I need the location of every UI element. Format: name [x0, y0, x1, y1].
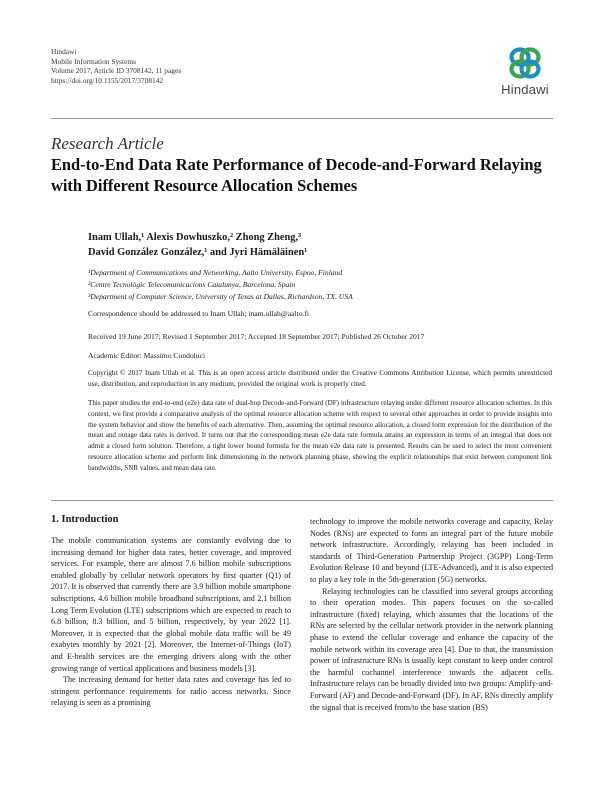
paper-title: End-to-End Data Rate Performance of Decode-and-Forward Relaying with Different Resource Allocation Schemes [51, 155, 542, 195]
journal-meta [51, 47, 181, 85]
body-column-left [51, 514, 291, 709]
affiliation: ¹Department of Communications and Networking, Aalto University, Espoo, Finland [88, 268, 343, 277]
paragraph: Relaying technologies can be classified into several groups according to their operation modes. This papers focuses on the so-called infrastructure (fixed) relaying, which assumes that the locations of the RNs are selected by the cellular network provider in the network planning phase to extend the cellular coverage and enhance the capacity of the mobile network within its coverage area [4]. Due to that, the transmission power of infrastructure RNs is usually kept constant to keep under control the harmful cochannel interference towards the adjacent cells. Infrastructure relays can be broadly divided into two groups: Amplify-and-Forward (AF) and Decode-and-Forward (DF). In AF, RNs directly amplify the signal that is received from/to the base station (BS) [310, 586, 553, 712]
author-list [88, 230, 548, 260]
publication-dates: Received 19 June 2017; Revised 1 September 2017; Accepted 18 September 2017; Published 26 October 2017 [88, 332, 425, 341]
affiliations [88, 267, 353, 303]
section-heading: 1. Introduction [51, 514, 119, 525]
hindawi-logo-icon [507, 46, 543, 80]
affiliation: ³Department of Computer Science, University of Texas at Dallas, Richardson, TX, USA [88, 292, 353, 301]
correspondence: Correspondence should be addressed to Inam Ullah; inam.ullah@aalto.fi [88, 309, 310, 318]
journal-name: Mobile Information Systems [51, 56, 136, 66]
doi-link[interactable]: https://doi.org/10.1155/2017/3708142 [51, 75, 164, 85]
academic-editor: Academic Editor: Massimo Condoluci [88, 351, 206, 360]
copyright-notice: Copyright © 2017 Inam Ullah et al. This is an open access article distributed under the Creative Commons Attribution License, which permits unrestricted use, distribution, and reproduction in any medium, provided the original work is properly cited. [88, 368, 552, 388]
paragraph: The mobile communication systems are constantly evolving due to increasing demand for higher data rates, better coverage, and improved services. For example, there are almost 7.6 billion mobile subscriptions enabled globally by cellular network operators by first quarter (Q1) of 2017. It is observed that currently there are 3.9 billion mobile smartphone subscriptions, 4.6 billion mobile broadband subscriptions, and 2.1 billion Long Term Evolution (LTE) subscriptions which are expected to reach to 6.8 billion, 8.3 billion, and 5 billion, respectively, by year 2022 [1]. Moreover, it is expected that the global mobile data traffic will be 49 exabytes monthly by 2021 [2]. Moreover, the Internet-of-Things (IoT) and E-health services are the emerging drivers along with the other growing range of vertical applications and business models [3]. [51, 536, 291, 673]
abstract: This paper studies the end-to-end (e2e) data rate of dual-hop Decode-and-Forward (DF) infrastructure relaying under different resource allocation schemes. In this context, we first provide a comparative analysis of the optimal resource allocation scheme with respect to several other approaches in order to provide insights into the system behavior and show the benefits of each alternative. Then, assuming the optimal resource allocation, a closed form expression for the distribution of the mean and outage data rates is derived. It turns out that the corresponding mean e2e data rate formula attains an expression in terms of an integral that does not admit a closed form solution. Therefore, a tight lower bound formula for the mean e2e data rate is presented. Results can be used to select the most convenient resource allocation scheme and perform link dimensioning in the network planning phase, showing the explicit relationships that exist between component link bandwidths, SNR values, and mean data rate. [88, 399, 552, 472]
body-column-right [310, 516, 553, 713]
hindawi-logo [496, 46, 554, 102]
paragraph: The increasing demand for better data rates and coverage has led to stringent performance requirements for radio access networks. Since relaying is seen as a promising [51, 675, 291, 708]
volume-info: Volume 2017, Article ID 3708142, 11 pages [51, 66, 182, 76]
hindawi-logo-text: Hindawi [501, 82, 549, 97]
abstract-divider [51, 500, 553, 501]
publisher-name: Hindawi [51, 47, 77, 56]
paragraph: technology to improve the mobile networks coverage and capacity, Relay Nodes (RNs) are expected to form an integral part of the future mobile network infrastructure. Accordingly, relaying has been included in standards of Third-Generation Partnership Project (3GPP) Long-Term Evolution Release 10 and beyond (LTE-Advanced), and it is also expected to play a key role in the 5th-generation (5G) networks. [310, 517, 553, 584]
author-line: David González González,¹ and Jyri Hämäläinen¹ [88, 247, 308, 258]
affiliation: ²Centre Tecnològic Telecomunicacions Catalunya, Barcelona, Spain [88, 280, 296, 289]
article-type: Research Article [51, 134, 164, 153]
author-line: Inam Ullah,¹ Alexis Dowhuszko,² Zhong Zheng,³ [88, 232, 302, 243]
header-divider [51, 118, 553, 119]
